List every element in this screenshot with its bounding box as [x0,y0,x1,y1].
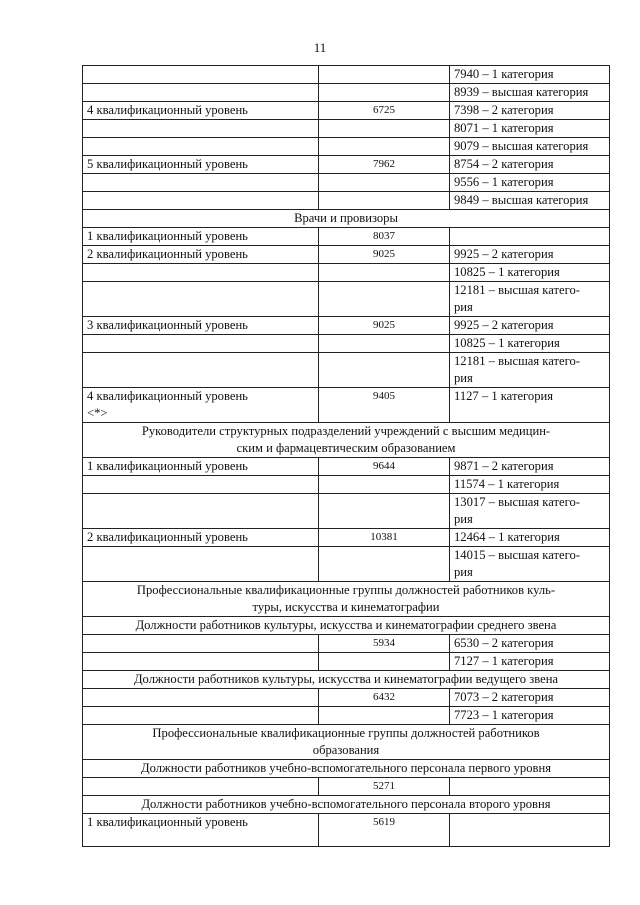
salary-cell: 9405 [319,388,450,423]
level-cell [83,335,319,353]
level-cell [83,689,319,707]
salary-table [82,65,610,847]
category-cell: 9556 – 1 категория [450,174,610,192]
category-cell: 7398 – 2 категория [450,102,610,120]
level-cell [83,707,319,725]
category-cell: 6530 – 2 категория [450,635,610,653]
level-cell [83,282,319,317]
salary-cell [319,335,450,353]
level-cell [83,138,319,156]
salary-cell: 7962 [319,156,450,174]
level-cell [83,174,319,192]
section-row [83,796,610,814]
salary-cell [319,138,450,156]
table-row [83,138,610,156]
table-row [83,246,610,264]
table-row [83,174,610,192]
category-cell: 9079 – высшая категория [450,138,610,156]
level-cell [83,778,319,796]
table-row [83,156,610,174]
table-row [83,707,610,725]
table-row [83,282,610,317]
salary-cell [319,66,450,84]
salary-cell [319,264,450,282]
table-row [83,476,610,494]
category-cell: 7723 – 1 категория [450,707,610,725]
salary-cell [319,707,450,725]
level-cell [83,264,319,282]
level-cell [83,353,319,388]
category-cell: 7127 – 1 категория [450,653,610,671]
salary-cell: 9025 [319,317,450,335]
table-row [83,778,610,796]
category-cell: 7940 – 1 категория [450,66,610,84]
table-row [83,102,610,120]
section-row [83,725,610,760]
page-number: 11 [313,40,327,55]
salary-table-body [83,66,610,847]
table-row [83,120,610,138]
salary-cell [319,476,450,494]
section-heading: Руководители структурных подразделений учреждений с высшим медицин- ским и фармацевтическим образованием [83,423,610,458]
category-cell: 1127 – 1 категория [450,388,610,423]
level-cell: 3 квалификационный уровень [83,317,319,335]
table-row [83,66,610,84]
table-row [83,353,610,388]
category-cell: 7073 – 2 категория [450,689,610,707]
category-cell [450,814,610,847]
level-cell: 1 квалификационный уровень [83,228,319,246]
table-row [83,192,610,210]
section-heading: Врачи и провизоры [83,210,610,228]
section-row [83,617,610,635]
level-cell [83,635,319,653]
category-cell [450,228,610,246]
table-row [83,529,610,547]
salary-cell: 6432 [319,689,450,707]
section-row [83,671,610,689]
salary-cell [319,653,450,671]
salary-cell: 5619 [319,814,450,847]
category-cell: 9849 – высшая категория [450,192,610,210]
table-row [83,84,610,102]
salary-cell [319,120,450,138]
salary-cell: 9025 [319,246,450,264]
section-heading: Профессиональные квалификационные группы должностей работников образования [83,725,610,760]
category-cell: 9925 – 2 категория [450,317,610,335]
category-cell: 14015 – высшая катего- рия [450,547,610,582]
salary-cell [319,282,450,317]
salary-cell: 5271 [319,778,450,796]
salary-cell [319,192,450,210]
section-row [83,210,610,228]
category-cell: 12464 – 1 категория [450,529,610,547]
salary-cell [319,353,450,388]
level-cell [83,192,319,210]
level-cell: 4 квалификационный уровень [83,102,319,120]
category-cell: 8071 – 1 категория [450,120,610,138]
level-cell: 5 квалификационный уровень [83,156,319,174]
category-cell: 10825 – 1 категория [450,335,610,353]
category-cell: 11574 – 1 категория [450,476,610,494]
level-cell [83,653,319,671]
table-row [83,388,610,423]
table-row [83,547,610,582]
level-cell: 1 квалификационный уровень [83,814,319,847]
salary-cell: 9644 [319,458,450,476]
salary-cell [319,174,450,192]
level-cell [83,547,319,582]
level-cell [83,66,319,84]
level-cell [83,120,319,138]
salary-cell: 8037 [319,228,450,246]
level-cell: 1 квалификационный уровень [83,458,319,476]
section-heading: Должности работников учебно-вспомогательного персонала второго уровня [83,796,610,814]
section-row [83,760,610,778]
level-cell: 4 квалификационный уровень <*> [83,388,319,423]
salary-cell [319,494,450,529]
category-cell: 13017 – высшая катего- рия [450,494,610,529]
table-row [83,317,610,335]
table-row [83,814,610,847]
table-row [83,653,610,671]
category-cell [450,778,610,796]
category-cell: 9925 – 2 категория [450,246,610,264]
level-cell [83,476,319,494]
category-cell: 9871 – 2 категория [450,458,610,476]
salary-cell [319,84,450,102]
section-heading: Должности работников учебно-вспомогательного персонала первого уровня [83,760,610,778]
category-cell: 8939 – высшая категория [450,84,610,102]
salary-cell [319,547,450,582]
table-row [83,689,610,707]
table-row [83,335,610,353]
section-row [83,423,610,458]
table-row [83,458,610,476]
section-heading: Профессиональные квалификационные группы должностей работников куль- туры, искусства и кинематографии [83,582,610,617]
level-cell: 2 квалификационный уровень [83,529,319,547]
salary-cell: 6725 [319,102,450,120]
category-cell: 10825 – 1 категория [450,264,610,282]
salary-cell: 5934 [319,635,450,653]
salary-cell: 10381 [319,529,450,547]
category-cell: 12181 – высшая катего- рия [450,353,610,388]
level-cell: 2 квалификационный уровень [83,246,319,264]
table-row [83,264,610,282]
category-cell: 12181 – высшая катего- рия [450,282,610,317]
level-cell [83,84,319,102]
level-cell [83,494,319,529]
section-heading: Должности работников культуры, искусства и кинематографии ведущего звена [83,671,610,689]
table-row [83,494,610,529]
category-cell: 8754 – 2 категория [450,156,610,174]
table-row [83,635,610,653]
section-row [83,582,610,617]
section-heading: Должности работников культуры, искусства и кинематографии среднего звена [83,617,610,635]
table-row [83,228,610,246]
